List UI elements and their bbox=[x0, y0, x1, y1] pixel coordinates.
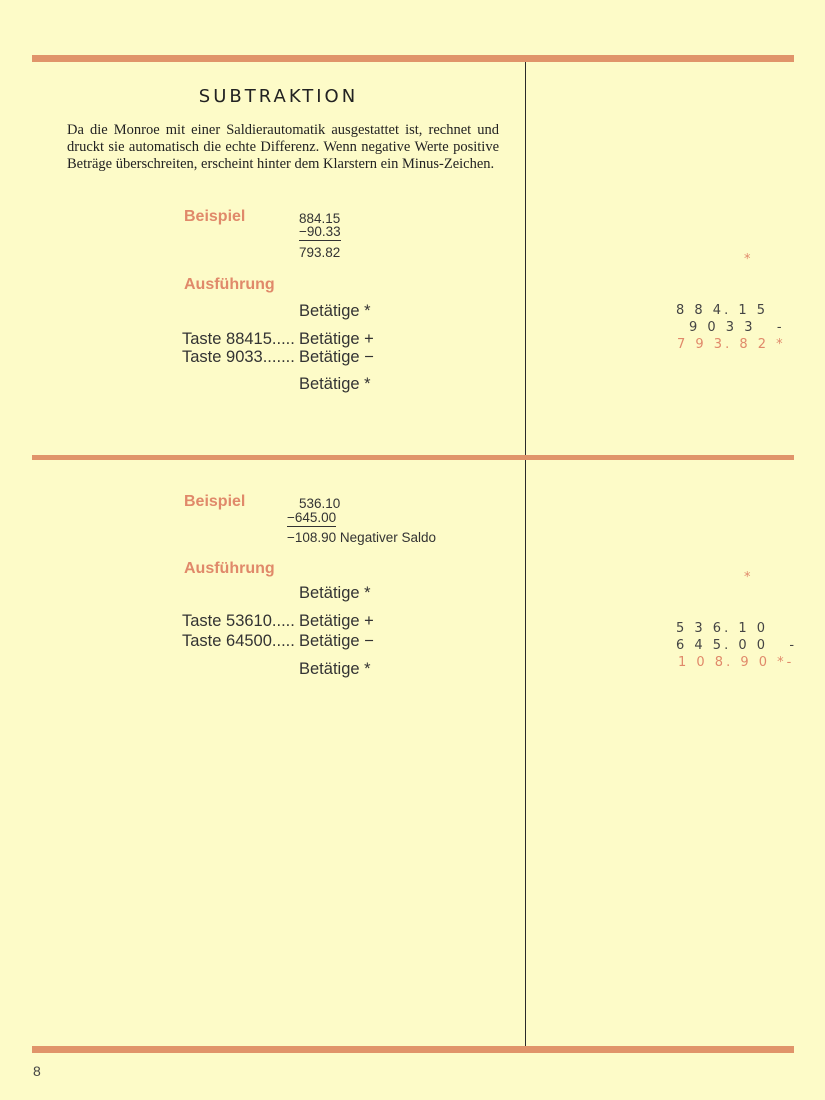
example-2-operand-1: 536.10 bbox=[299, 496, 341, 511]
example-2-operand-2: −645.00 bbox=[287, 510, 337, 525]
example-2-tape-line-2: 6 4 5. 0 0 - bbox=[676, 638, 798, 653]
example-1-exec-label: Ausführung bbox=[184, 276, 275, 293]
example-2-tape-line-1: 5 3 6. 1 0 bbox=[676, 621, 769, 636]
page-number: 8 bbox=[33, 1063, 41, 1079]
example-1-operand-1: 884.15 bbox=[299, 211, 341, 226]
example-1-result: 793.82 bbox=[299, 245, 341, 260]
example-1-label: Beispiel bbox=[184, 208, 246, 225]
example-1-key-2: Taste 9033....... bbox=[182, 348, 295, 366]
example-1-operand-2: −90.33 bbox=[299, 224, 341, 239]
example-2-tape-star: * bbox=[744, 570, 754, 585]
example-2-exec-label: Ausführung bbox=[184, 560, 275, 577]
example-2-step-1: Betätige * bbox=[299, 584, 371, 602]
example-2-result: −108.90 Negativer Saldo bbox=[287, 530, 436, 545]
example-1-tape-line-3: 7 9 3. 8 2 * bbox=[677, 337, 786, 352]
example-1-tape-line-2: 9 0 3 3 - bbox=[689, 320, 785, 335]
column-divider-top bbox=[525, 62, 526, 455]
example-1-step-3: Betätige − bbox=[299, 348, 374, 366]
example-2-label: Beispiel bbox=[184, 493, 246, 510]
example-1-step-4: Betätige * bbox=[299, 375, 371, 393]
example-1-tape-star: * bbox=[744, 252, 754, 267]
middle-rule bbox=[32, 455, 794, 460]
page-title: SUBTRAKTION bbox=[198, 86, 359, 107]
example-2-step-3: Betätige − bbox=[299, 632, 374, 650]
example-2-key-2: Taste 64500..... bbox=[182, 632, 295, 650]
intro-paragraph: Da die Monroe mit einer Saldierautomatik ausgestattet ist, rechnet und druckt sie automatisch die echte Differenz. Wenn negative Werte positive Beträge überschreiten, erscheint hinter dem Klarstern ein Minus-Zeichen. bbox=[67, 122, 499, 172]
example-2-key-1: Taste 53610..... bbox=[182, 612, 295, 630]
top-rule bbox=[32, 55, 794, 62]
example-2-tape-line-3: 1 0 8. 9 0 *- bbox=[678, 655, 795, 670]
example-1-key-1: Taste 88415..... bbox=[182, 330, 295, 348]
example-1-step-1: Betätige * bbox=[299, 302, 371, 320]
column-divider-bottom bbox=[525, 460, 526, 1046]
example-2-step-2: Betätige + bbox=[299, 612, 374, 630]
example-1-tape-line-1: 8 8 4. 1 5 bbox=[676, 303, 769, 318]
example-1-step-2: Betätige + bbox=[299, 330, 374, 348]
example-2-step-4: Betätige * bbox=[299, 660, 371, 678]
bottom-rule bbox=[32, 1046, 794, 1053]
